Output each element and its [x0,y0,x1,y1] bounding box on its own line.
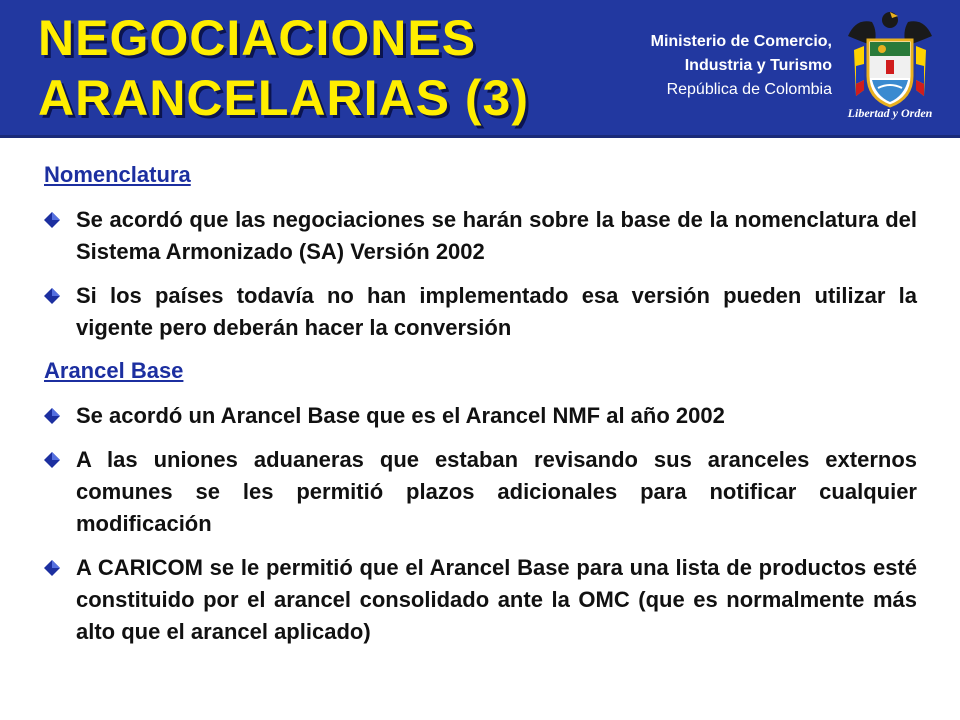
bullet-item [44,204,917,268]
bullet-text: Se acordó que las negociaciones se harán sobre la base de la nomenclatura del Sistema Armonizado (SA) Versión 2002 [76,207,917,264]
diamond-bullet-icon [44,212,60,228]
section-arancel-base [44,356,917,648]
diamond-bullet-icon [44,408,60,424]
bullet-item [44,444,917,540]
bullet-text: Si los países todavía no han implementado esa versión pueden utilizar la vigente pero deberán hacer la conversión [76,283,917,340]
diamond-bullet-icon [44,288,60,304]
section-heading: Nomenclatura [44,162,191,187]
ministry-block [651,30,832,102]
slide-header [0,0,960,138]
ministry-line-2: Industria y Turismo [684,57,832,74]
bullet-item [44,400,917,432]
slide-content [44,160,917,660]
bullet-text: A las uniones aduaneras que estaban revisando sus aranceles externos comunes se les permitió plazos adicionales para notificar cualquier modificación [76,447,917,536]
slide-title-line-2: ARANCELARIAS (3) [38,70,529,126]
section-heading: Arancel Base [44,358,184,383]
bullet-item [44,552,917,648]
diamond-bullet-icon [44,560,60,576]
ministry-line-1: Ministerio de Comercio, [650,33,832,50]
slide-title-line-1: NEGOCIACIONES [38,10,477,66]
bullet-text: Se acordó un Arancel Base que es el Arancel NMF al año 2002 [76,403,725,428]
bullet-item [44,280,917,344]
diamond-bullet-icon [44,452,60,468]
section-nomenclatura [44,160,917,344]
slide-title [38,8,598,128]
bullet-text: A CARICOM se le permitió que el Arancel Base para una lista de productos esté constituido por el arancel consolidado ante la OMC (que es normalmente más alto que el arancel aplicado) [76,555,917,644]
ministry-line-3: República de Colombia [666,81,832,98]
crest-motto: Libertad y Orden [847,106,933,120]
